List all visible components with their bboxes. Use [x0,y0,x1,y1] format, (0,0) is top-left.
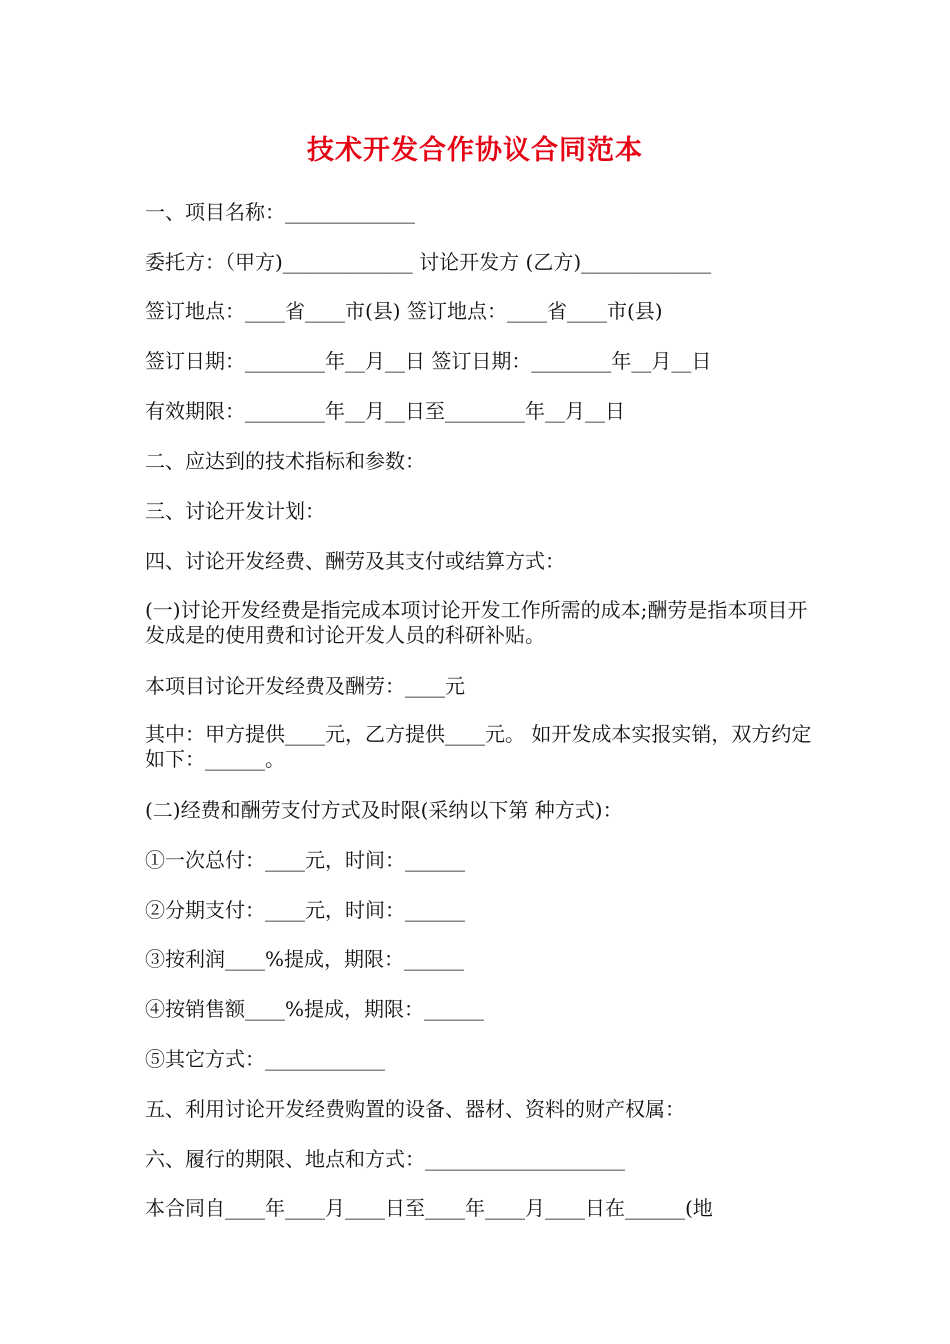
validity-period-line: 有效期限：________年__月__日至________年__月__日 [145,399,625,423]
funding-split-paragraph: 其中：甲方提供____元，乙方提供____元。 如开发成本实报实销，双方约定如下：______。 [145,722,812,771]
section-5-heading: 五、利用讨论开发经费购置的设备、器材、资料的财产权属： [145,1097,685,1121]
payment-option-1: ①一次总付：____元，时间：______ [145,848,465,872]
document-title: 技术开发合作协议合同范本 [307,135,643,166]
payment-option-2: ②分期支付：____元，时间：______ [145,898,465,922]
payment-option-4: ④按销售额____%提成，期限：______ [145,997,485,1021]
project-name-line: 一、项目名称：_____________ [145,200,415,224]
section-3-heading: 三、讨论开发计划： [145,499,325,523]
signing-place-line: 签订地点：____省____市(县) 签订地点：____省____市(县) [145,299,663,323]
payment-option-5: ⑤其它方式：____________ [145,1047,385,1071]
funding-definition-paragraph: (一)讨论开发经费是指完成本项讨论开发工作所需的成本;酬劳是指本项目开发成是的使用费和讨论开发人员的科研补贴。 [145,598,808,647]
contract-term-line: 本合同自____年____月____日至____年____月____日在______(地 [145,1196,713,1220]
signing-date-line: 签订日期：________年__月__日 签订日期：________年__月__日 [145,349,712,373]
section-4-heading: 四、讨论开发经费、酬劳及其支付或结算方式： [145,549,565,573]
section-2-heading: 二、应达到的技术指标和参数： [145,449,425,473]
total-funding-line: 本项目讨论开发经费及酬劳：____元 [145,674,465,698]
payment-method-heading: (二)经费和酬劳支付方式及时限(采纳以下第 种方式)： [145,798,623,822]
section-6-heading: 六、履行的期限、地点和方式：____________________ [145,1147,625,1171]
parties-line: 委托方：（甲方)_____________ 讨论开发方 (乙方)_____________ [145,250,712,274]
payment-option-3: ③按利润____%提成，期限：______ [145,947,465,971]
